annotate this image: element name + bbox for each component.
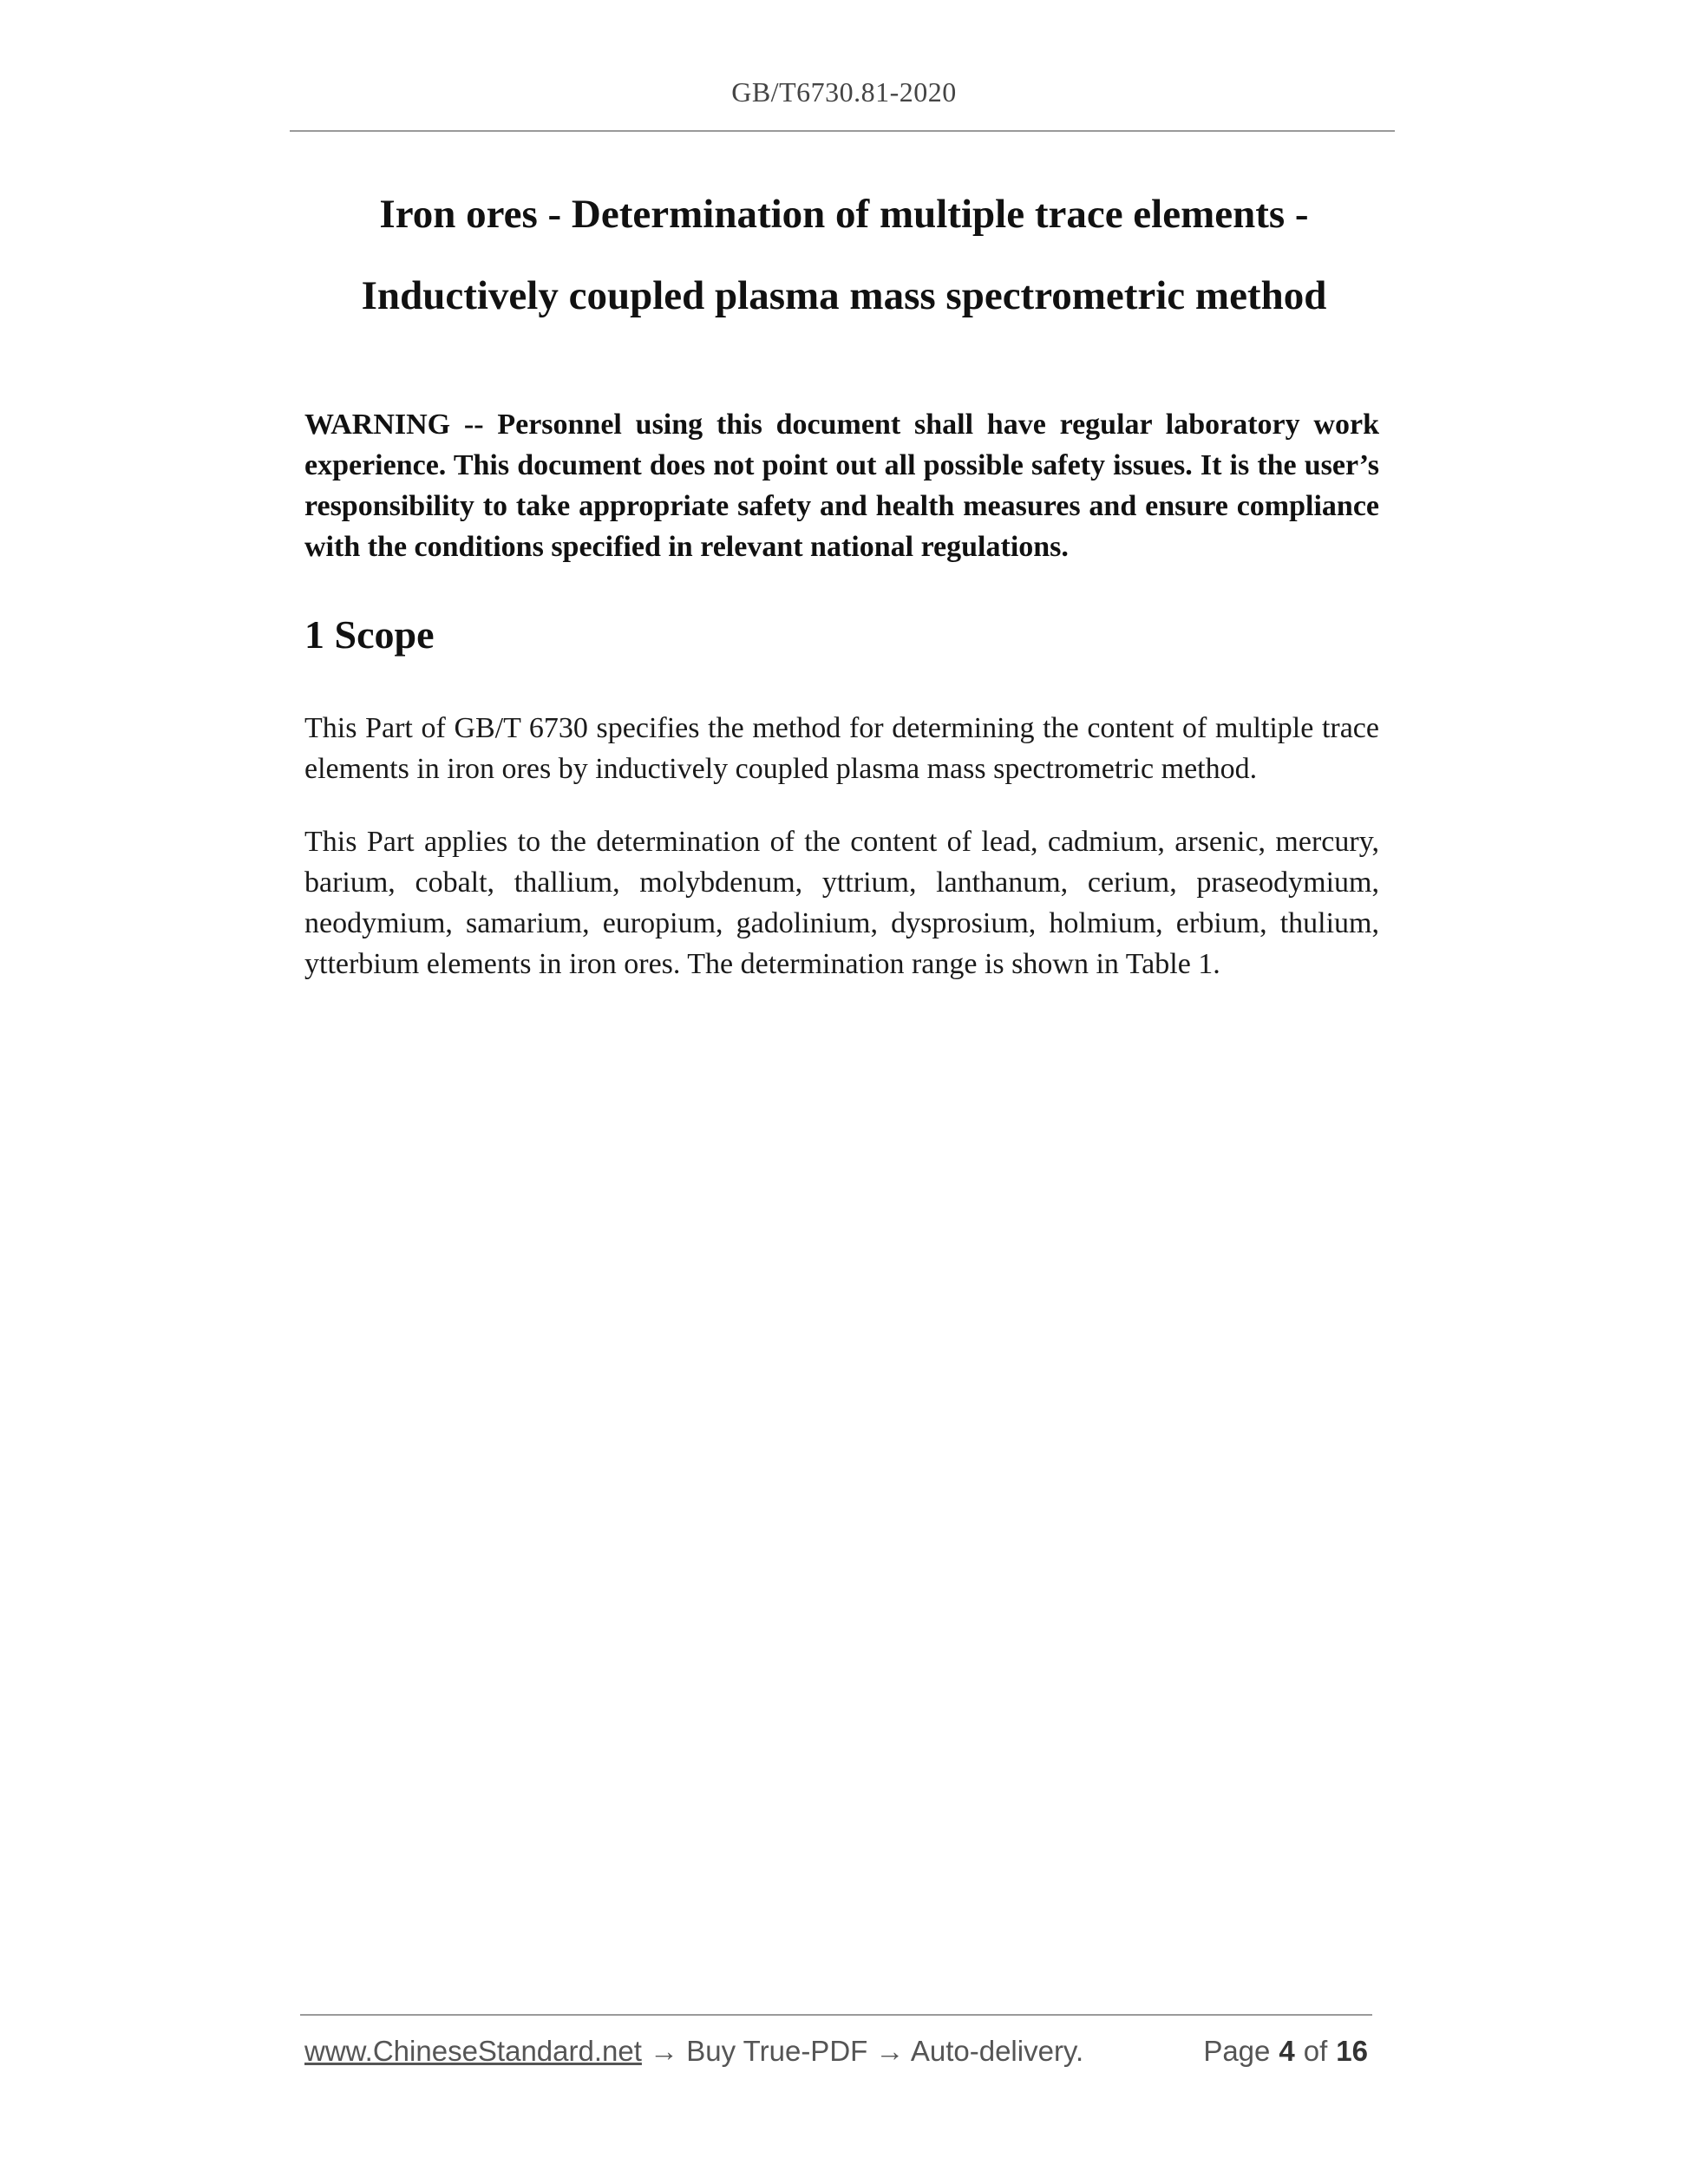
running-header: GB/T6730.81-2020 [731,76,957,108]
page-number [1203,2030,1368,2073]
page-of-label: of [1303,2035,1328,2067]
website-link[interactable]: www.ChineseStandard.net [304,2035,642,2067]
arrow-right-icon: → [875,2035,905,2067]
title-line-1: Iron ores - Determination of multiple trace elements - [379,192,1309,237]
scope-paragraph-1: This Part of GB/T 6730 specifies the method for determining the content of multiple trace elements in iron ores by inductively coupled plasma mass spectrometric method. [304,712,1379,785]
footer-promo [304,2030,1083,2073]
page-footer [304,2030,1373,2073]
buy-true-pdf-text: Buy True-PDF [686,2035,868,2067]
scope-paragraph-2: This Part applies to the determination of the content of lead, cadmium, arsenic, mercury, barium, cobalt, thallium, molybdenum, yttrium, lanthanum, cerium, praseodymium, neodymium, samarium, europium, gadolinium, dysprosium, holmium, erbium, thulium, ytterbium elements in iron ores. The determination range is shown in Table 1. [304,826,1379,980]
auto-delivery-text: Auto-delivery. [910,2035,1084,2067]
arrow-right-icon: → [650,2035,679,2067]
current-page-number: 4 [1279,2035,1295,2067]
section-heading-scope: 1 Scope [304,612,435,657]
title-line-2: Inductively coupled plasma mass spectrometric method [361,273,1327,318]
warning-paragraph: WARNING -- Personnel using this document shall have regular laboratory work experience. This document does not point out all possible safety issues. It is the user’s responsibility to take appropriate safety and health measures and ensure compliance with the conditions specified in relevant national regulations. [304,409,1379,563]
page-label: Page [1203,2035,1271,2067]
footer-divider [300,2014,1372,2016]
document-title [0,173,1688,337]
total-pages-number: 16 [1336,2035,1368,2067]
header-divider [290,130,1395,132]
